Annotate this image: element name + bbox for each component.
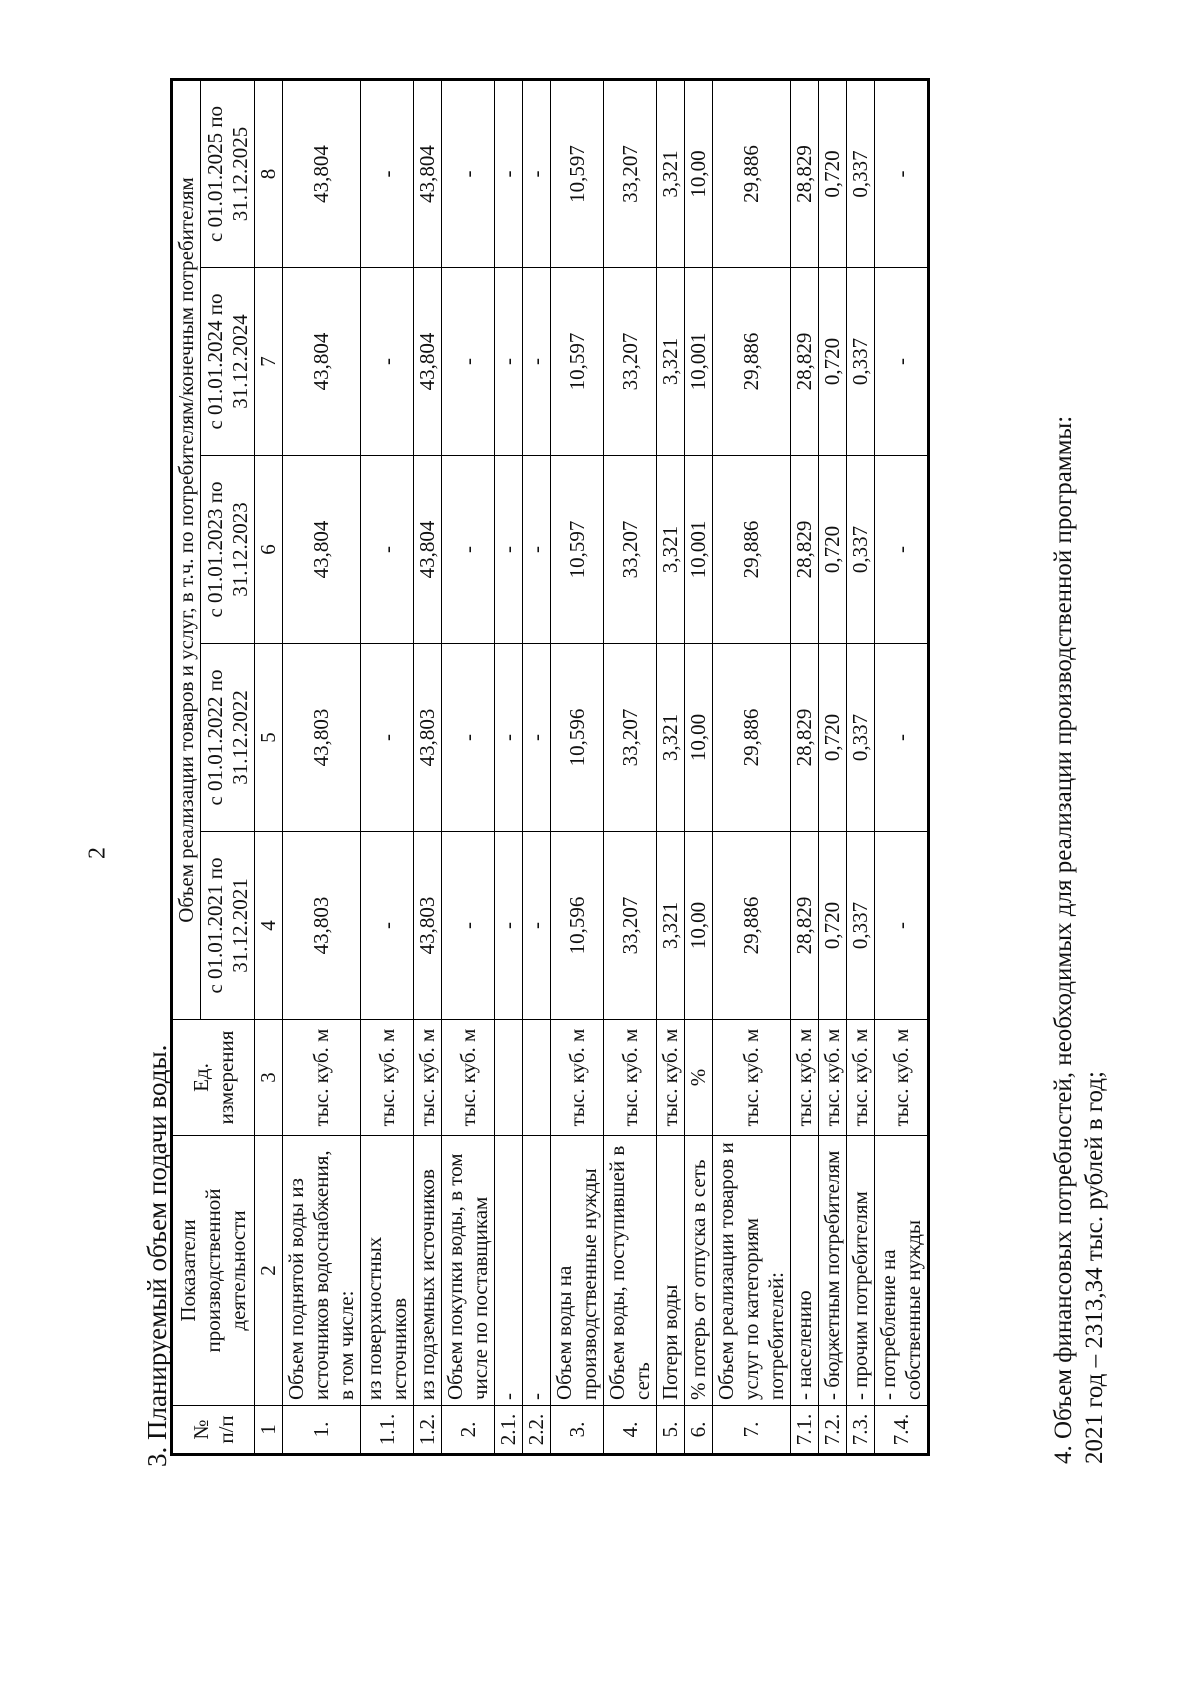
row-unit: тыс. куб. м	[847, 1020, 875, 1136]
section-title: 3. Планируемый объем подачи воды.	[142, 1044, 172, 1467]
row-value: 29,886	[713, 456, 791, 644]
row-number: 1.1.	[361, 1406, 414, 1455]
row-value: -	[361, 832, 414, 1020]
row-value: 0,337	[847, 644, 875, 832]
row-value: 3,321	[657, 268, 685, 456]
table-row	[685, 79, 713, 1454]
row-indicator: -	[495, 1136, 523, 1406]
row-number: 7.	[713, 1406, 791, 1455]
row-unit	[523, 1020, 551, 1136]
row-indicator: - прочим потребителям	[847, 1136, 875, 1406]
row-value: -	[361, 268, 414, 456]
column-number: 2	[255, 1136, 283, 1406]
row-number: 3.	[551, 1406, 604, 1455]
row-value: 28,829	[791, 456, 819, 644]
row-unit: тыс. куб. м	[819, 1020, 847, 1136]
row-value: 0,720	[819, 456, 847, 644]
header-num: № п/п	[172, 1406, 255, 1455]
row-indicator: Потери воды	[657, 1136, 685, 1406]
row-value: 43,803	[283, 644, 361, 832]
column-number: 5	[255, 644, 283, 832]
table-row	[442, 79, 495, 1454]
row-indicator: - потребление на собственные нужды	[875, 1136, 929, 1406]
row-unit	[495, 1020, 523, 1136]
row-unit: тыс. куб. м	[442, 1020, 495, 1136]
row-indicator: - населению	[791, 1136, 819, 1406]
table-row	[875, 79, 929, 1454]
row-value: 0,720	[819, 832, 847, 1020]
row-value: -	[875, 268, 929, 456]
row-unit: тыс. куб. м	[875, 1020, 929, 1136]
row-value: -	[442, 456, 495, 644]
row-number: 7.4.	[875, 1406, 929, 1455]
row-unit: %	[685, 1020, 713, 1136]
row-value: 0,337	[847, 832, 875, 1020]
footer-line-1: 4. Объем финансовых потребностей, необходимых для реализации производственной программы:	[1050, 415, 1077, 1464]
row-value: 28,829	[791, 79, 819, 267]
row-unit: тыс. куб. м	[361, 1020, 414, 1136]
row-value: -	[442, 644, 495, 832]
row-value: 29,886	[713, 832, 791, 1020]
row-value: -	[442, 832, 495, 1020]
row-value: -	[361, 644, 414, 832]
row-value: -	[442, 268, 495, 456]
row-value: 10,597	[551, 456, 604, 644]
row-indicator: Объем воды, поступившей в сеть	[604, 1136, 657, 1406]
row-value: 0,720	[819, 644, 847, 832]
row-indicator: % потерь от отпуска в сеть	[685, 1136, 713, 1406]
row-value: 0,720	[819, 79, 847, 267]
row-value: 0,720	[819, 268, 847, 456]
row-number: 7.1.	[791, 1406, 819, 1455]
row-value: 33,207	[604, 268, 657, 456]
row-value: 10,001	[685, 268, 713, 456]
row-unit: тыс. куб. м	[657, 1020, 685, 1136]
row-value: 3,321	[657, 832, 685, 1020]
row-value: -	[523, 644, 551, 832]
row-number: 7.3.	[847, 1406, 875, 1455]
table-row	[819, 79, 847, 1454]
row-value: -	[495, 832, 523, 1020]
row-indicator: Объем реализации товаров и услуг по категориям потребителей:	[713, 1136, 791, 1406]
row-number: 7.2.	[819, 1406, 847, 1455]
row-unit: тыс. куб. м	[414, 1020, 442, 1136]
row-value: -	[523, 79, 551, 267]
row-value: 43,803	[283, 832, 361, 1020]
row-indicator: -	[523, 1136, 551, 1406]
table-row	[495, 79, 523, 1454]
row-value: -	[495, 268, 523, 456]
row-indicator: - бюджетным потребителям	[819, 1136, 847, 1406]
row-value: 43,804	[283, 268, 361, 456]
row-value: -	[875, 644, 929, 832]
row-value: -	[495, 79, 523, 267]
header-period-2023: с 01.01.2023 по 31.12.2023	[201, 456, 255, 644]
row-value: 28,829	[791, 832, 819, 1020]
header-period-2025: с 01.01.2025 по 31.12.2025	[201, 79, 255, 267]
row-value: 29,886	[713, 79, 791, 267]
row-value: -	[495, 644, 523, 832]
row-unit: тыс. куб. м	[551, 1020, 604, 1136]
water-supply-table	[170, 78, 930, 1456]
header-period-2024: с 01.01.2024 по 31.12.2024	[201, 268, 255, 456]
row-value: 0,337	[847, 268, 875, 456]
row-value: 10,00	[685, 79, 713, 267]
row-number: 2.2.	[523, 1406, 551, 1455]
row-value: 33,207	[604, 79, 657, 267]
column-number: 6	[255, 456, 283, 644]
footer-line-2: 2021 год – 2313,34 тыс. рублей в год;	[1081, 1071, 1108, 1464]
column-number: 3	[255, 1020, 283, 1136]
page-number: 2	[84, 847, 111, 859]
footer-section	[1048, 64, 1110, 1464]
header-indicator: Показатели производственной деятельности	[172, 1136, 255, 1406]
row-value: 10,596	[551, 644, 604, 832]
header-period-2022: с 01.01.2022 по 31.12.2022	[201, 644, 255, 832]
row-value: 43,804	[414, 79, 442, 267]
row-value: 10,00	[685, 832, 713, 1020]
row-value: 43,804	[283, 79, 361, 267]
column-number: 8	[255, 79, 283, 267]
row-indicator: из подземных источников	[414, 1136, 442, 1406]
header-unit: Ед. измерения	[172, 1020, 255, 1136]
table-row	[791, 79, 819, 1454]
column-number: 4	[255, 832, 283, 1020]
row-value: 29,886	[713, 268, 791, 456]
row-value: 33,207	[604, 832, 657, 1020]
row-value: -	[523, 268, 551, 456]
table-row	[604, 79, 657, 1454]
table-row	[551, 79, 604, 1454]
row-unit: тыс. куб. м	[713, 1020, 791, 1136]
row-number: 2.1.	[495, 1406, 523, 1455]
header-period-2021: с 01.01.2021 по 31.12.2021	[201, 832, 255, 1020]
row-value: 28,829	[791, 268, 819, 456]
row-value: -	[361, 456, 414, 644]
row-value: -	[495, 456, 523, 644]
column-number: 7	[255, 268, 283, 456]
row-value: -	[875, 79, 929, 267]
row-value: 43,804	[283, 456, 361, 644]
row-value: 33,207	[604, 456, 657, 644]
table-row	[361, 79, 414, 1454]
row-value: 10,596	[551, 832, 604, 1020]
table-row	[414, 79, 442, 1454]
row-indicator: Объем воды на производственные нужды	[551, 1136, 604, 1406]
row-value: -	[361, 79, 414, 267]
row-value: -	[523, 456, 551, 644]
row-indicator: из поверхностных источников	[361, 1136, 414, 1406]
row-unit: тыс. куб. м	[791, 1020, 819, 1136]
table-row	[523, 79, 551, 1454]
table-row	[713, 79, 791, 1454]
row-value: 0,337	[847, 456, 875, 644]
row-value: 43,804	[414, 456, 442, 644]
table-body	[283, 79, 929, 1454]
row-value: 10,597	[551, 79, 604, 267]
row-number: 1.2.	[414, 1406, 442, 1455]
row-number: 2.	[442, 1406, 495, 1455]
header-volume-group: Объем реализации товаров и услуг, в т.ч. по потребителям/конечным потребителям	[172, 79, 201, 1019]
row-number: 1.	[283, 1406, 361, 1455]
row-number: 6.	[685, 1406, 713, 1455]
row-value: 3,321	[657, 456, 685, 644]
row-value: 3,321	[657, 79, 685, 267]
row-number: 4.	[604, 1406, 657, 1455]
row-value: 10,00	[685, 644, 713, 832]
table-row	[847, 79, 875, 1454]
column-number: 1	[255, 1406, 283, 1455]
table-row	[657, 79, 685, 1454]
row-value: 43,804	[414, 268, 442, 456]
row-value: 10,597	[551, 268, 604, 456]
row-value: -	[442, 79, 495, 267]
row-number: 5.	[657, 1406, 685, 1455]
row-value: 3,321	[657, 644, 685, 832]
row-unit: тыс. куб. м	[604, 1020, 657, 1136]
row-value: 28,829	[791, 644, 819, 832]
table-row	[283, 79, 361, 1454]
row-value: 33,207	[604, 644, 657, 832]
row-value: 10,001	[685, 456, 713, 644]
row-indicator: Объем покупки воды, в том числе по поставщикам	[442, 1136, 495, 1406]
row-value: 0,337	[847, 79, 875, 267]
row-value: 43,803	[414, 832, 442, 1020]
row-indicator: Объем поднятой воды из источников водоснабжения, в том числе:	[283, 1136, 361, 1406]
row-value: -	[875, 456, 929, 644]
row-value: -	[875, 832, 929, 1020]
row-value: -	[523, 832, 551, 1020]
row-unit: тыс. куб. м	[283, 1020, 361, 1136]
row-value: 29,886	[713, 644, 791, 832]
row-value: 43,803	[414, 644, 442, 832]
